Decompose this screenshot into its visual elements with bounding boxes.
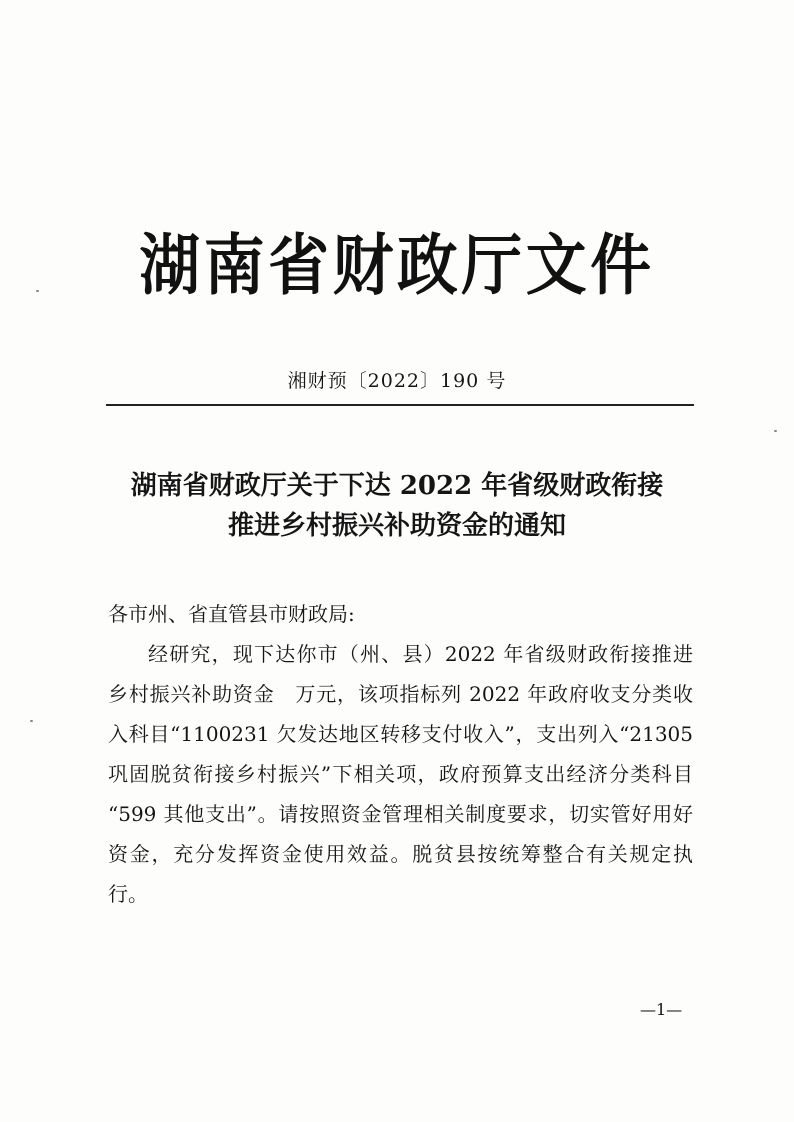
scan-speck <box>30 720 33 722</box>
scan-speck <box>774 430 777 432</box>
body-paragraph <box>108 634 693 914</box>
body-line: 巩固脱贫衔接乡村振兴”下相关项，政府预算支出经济分类科目 <box>108 762 693 786</box>
body-line: “599 其他支出”。请按照资金管理相关制度要求，切实管好用好 <box>108 802 693 826</box>
notice-title-line-2: 推进乡村振兴补助资金的通知 <box>227 511 566 541</box>
body-line: 经研究，现下达你市（州、县）2022 年省级财政衔接推进 <box>148 642 693 666</box>
header-divider <box>106 404 694 406</box>
body-line: 入科目“1100231 欠发达地区转移支付收入”，支出列入“21305 <box>108 722 693 746</box>
body-line: 乡村振兴补助资金 万元，该项指标列 2022 年政府收支分类收 <box>108 682 693 706</box>
scan-speck <box>36 290 39 292</box>
page-number: —1— <box>640 1000 683 1019</box>
document-number: 湘财预〔2022〕190 号 <box>287 370 507 392</box>
notice-title-line-1: 湖南省财政厅关于下达 2022 年省级财政衔接 <box>130 471 664 501</box>
salutation: 各市州、省直管县市财政局: <box>108 602 355 626</box>
notice-title <box>0 466 794 546</box>
body-line: 资金，充分发挥资金使用效益。脱贫县按统筹整合有关规定执 <box>108 842 693 866</box>
body-line: 行。 <box>108 882 148 906</box>
document-header-title: 湖南省财政厅文件 <box>139 227 655 304</box>
